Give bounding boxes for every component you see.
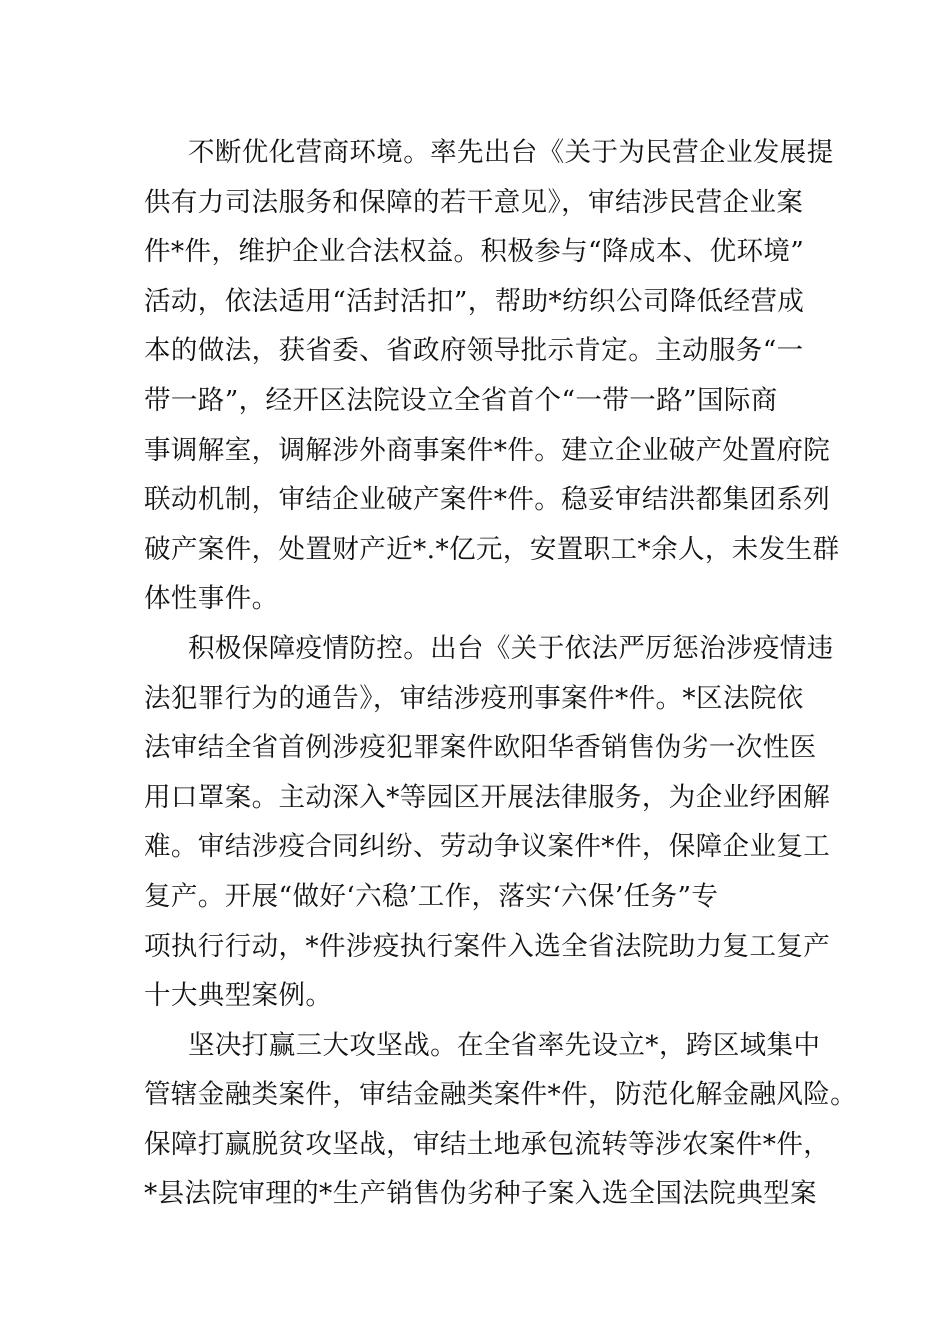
text-line: 用口罩案。主动深入*等园区开展法律服务，为企业纾困解 [144,781,831,813]
text-line: 不断优化营商环境。率先出台《关于为民营企业发展提 [188,137,834,168]
text-line: 供有力司法服务和保障的若干意见》，审结涉民营企业案 [144,186,804,218]
text-line: 坚决打赢三大攻坚战。在全省率先设立*，跨区域集中 [188,1029,821,1061]
paragraph-epidemic-prevention [144,624,834,1021]
text-line: 积极保障疫情防控。出台《关于依法严厉惩治涉疫情违 [188,632,834,664]
text-line: 本的做法，获省委、省政府领导批示肯定。主动服务“一 [144,335,804,367]
text-line: 管辖金融类案件，审结金融类案件*件，防范化解金融风险。 [144,1079,858,1111]
text-line: 带一路”，经开区法院设立全省首个“一带一路”国际商 [144,384,778,416]
text-line: 联动机制，审结企业破产案件*件。稳妥审结洪都集团系列 [144,484,831,516]
paragraph-three-battles [144,1021,858,1219]
text-line: 项执行行动，*件涉疫执行案件入选全省法院助力复工复产 [144,930,831,962]
text-line: 活动，依法适用“活封活扣”，帮助*纺织公司降低经营成 [144,285,805,317]
text-line: 件*件，维护企业合法权益。积极参与“降成本、优环境” [144,236,805,268]
text-line: 法犯罪行为的通告》，审结涉疫刑事案件*件。*区法院依 [144,682,804,714]
text-line: 破产案件，处置财产近*.*亿元，安置职工*余人，未发生群 [144,533,840,565]
text-line: 法审结全省首例涉疫犯罪案件欧阳华香销售伪劣一次性医 [144,732,817,764]
text-line: 难。审结涉疫合同纠纷、劳动争议案件*件，保障企业复工 [144,831,831,863]
text-line: 保障打赢脱贫攻坚战，审结土地承包流转等涉农案件*件， [144,1128,831,1160]
text-line: *县法院审理的*生产销售伪劣种子案入选全国法院典型案 [144,1178,817,1210]
text-line: 体性事件。 [144,583,279,615]
paragraph-business-environment [144,128,840,624]
document-body [144,128,858,1219]
text-line: 复产。开展“做好‘六稳’工作，落实‘六保’任务”专 [144,880,719,912]
text-line: 事调解室，调解涉外商事案件*件。建立企业破产处置府院 [144,434,831,466]
text-line: 十大典型案例。 [144,980,333,1012]
